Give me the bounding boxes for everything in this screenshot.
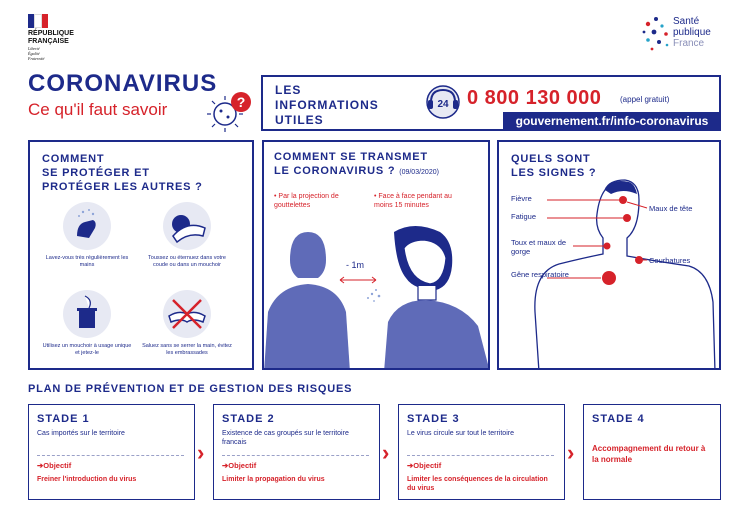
phone-number[interactable]: 0 800 130 000 (467, 87, 602, 109)
cough-elbow-icon (163, 202, 211, 250)
phone-note: (appel gratuit) (620, 95, 670, 104)
two-people-illustration (264, 226, 490, 370)
protect-item-1: Lavez-vous très régulièrement les mains (45, 255, 129, 268)
stage-divider (222, 455, 369, 456)
stage-3-desc: Le virus circule sur tout le territoire (407, 430, 514, 437)
chevron-right-icon: › (197, 440, 205, 465)
transmission-date: (09/03/2020) (399, 169, 439, 176)
sign-fever: Fièvre (511, 194, 532, 203)
stage-4-card (583, 404, 721, 500)
stage-3-goal: Limiter les conséquences de la circulation du virus (407, 476, 548, 492)
stage-2-card (213, 404, 380, 500)
stage-1-goal: Freiner l'introduction du virus (37, 476, 137, 483)
sante-publique-dots-icon (640, 14, 672, 54)
french-flag-icon (28, 14, 48, 28)
stage-2-name: STADE 2 (222, 413, 275, 425)
sign-breathing: Gêne respiratoire (511, 270, 569, 279)
stage-divider (407, 455, 554, 456)
plan-title: PLAN DE PRÉVENTION ET DE GESTION DES RISQUES (28, 383, 353, 395)
stage-divider (37, 455, 184, 456)
useful-info-box (261, 75, 721, 131)
republique-francaise-logo (28, 14, 98, 61)
stage-4-name: STADE 4 (592, 413, 645, 425)
tissue-bin-icon (63, 290, 111, 338)
sign-cough: Toux et maux de gorge (511, 238, 567, 256)
symptoms-panel (497, 140, 721, 370)
chevron-right-icon: › (382, 440, 390, 465)
info-label: LES INFORMATIONS UTILES (275, 83, 379, 127)
protect-panel (28, 140, 254, 370)
rf-motto-3: Fraternité (28, 56, 45, 61)
distance-label: - 1m (346, 260, 364, 270)
sign-headache: Maux de tête (649, 204, 693, 213)
stage-4-goal: Accompagnement du retour à la normale (592, 444, 706, 464)
wash-hands-icon (63, 202, 111, 250)
stage-2-desc: Existence de cas groupés sur le territoire francais (222, 430, 349, 446)
stage-1-objective-label: ➔Objectif (37, 461, 72, 470)
24h-phone-icon (423, 82, 463, 122)
sign-aches: Courbatures (649, 256, 691, 265)
chevron-right-icon: › (567, 440, 575, 465)
svg-text:?: ? (236, 94, 246, 110)
rf-logo-text: RÉPUBLIQUE FRANÇAISE (28, 30, 74, 45)
symptoms-title: QUELS SONT LES SIGNES ? (511, 153, 597, 179)
protect-item-3: Utilisez un mouchoir à usage unique et jetez-le (42, 343, 132, 356)
sante-publique-logo (640, 14, 730, 58)
info-url-link[interactable]: gouvernement.fr/info-coronavirus (503, 112, 721, 131)
no-handshake-icon (163, 290, 211, 338)
transmission-panel (262, 140, 490, 370)
rf-motto-1: Liberté (28, 46, 40, 51)
sign-fatigue: Fatigue (511, 212, 537, 221)
stage-3-name: STADE 3 (407, 413, 460, 425)
stage-1-card (28, 404, 195, 500)
page-title: CORONAVIRUS (28, 70, 218, 97)
protect-title: COMMENT SE PROTÉGER ET PROTÉGER LES AUTRES ? (42, 153, 203, 193)
stage-2-objective-label: ➔Objectif (222, 461, 257, 470)
page-subtitle: Ce qu'il faut savoir (28, 100, 168, 119)
sp-logo-line-3: France (673, 38, 705, 49)
protect-item-2: Toussez ou éternuez dans votre coude ou dans un mouchoir (148, 255, 226, 268)
svg-text:24: 24 (437, 99, 449, 110)
stage-1-name: STADE 1 (37, 413, 90, 425)
transmission-note-2: • Face à face pendant au moins 15 minutes (374, 193, 452, 209)
stage-3-card (398, 404, 565, 500)
stage-3-objective-label: ➔Objectif (407, 461, 442, 470)
transmission-note-1: • Par la projection de gouttelettes (274, 193, 339, 209)
sp-logo-line-1: Santé (673, 16, 700, 27)
stage-2-goal: Limiter la propagation du virus (222, 476, 325, 483)
rf-motto-2: Égalité (28, 51, 40, 56)
virus-question-icon (205, 88, 253, 136)
protect-item-4: Saluez sans se serrer la main, évitez les embrassades (142, 343, 232, 356)
sp-logo-line-2: publique (673, 27, 711, 38)
transmission-title: COMMENT SE TRANSMET LE CORONAVIRUS ? (09/03/2020) (274, 151, 439, 177)
stage-1-desc: Cas importés sur le territoire (37, 430, 125, 437)
